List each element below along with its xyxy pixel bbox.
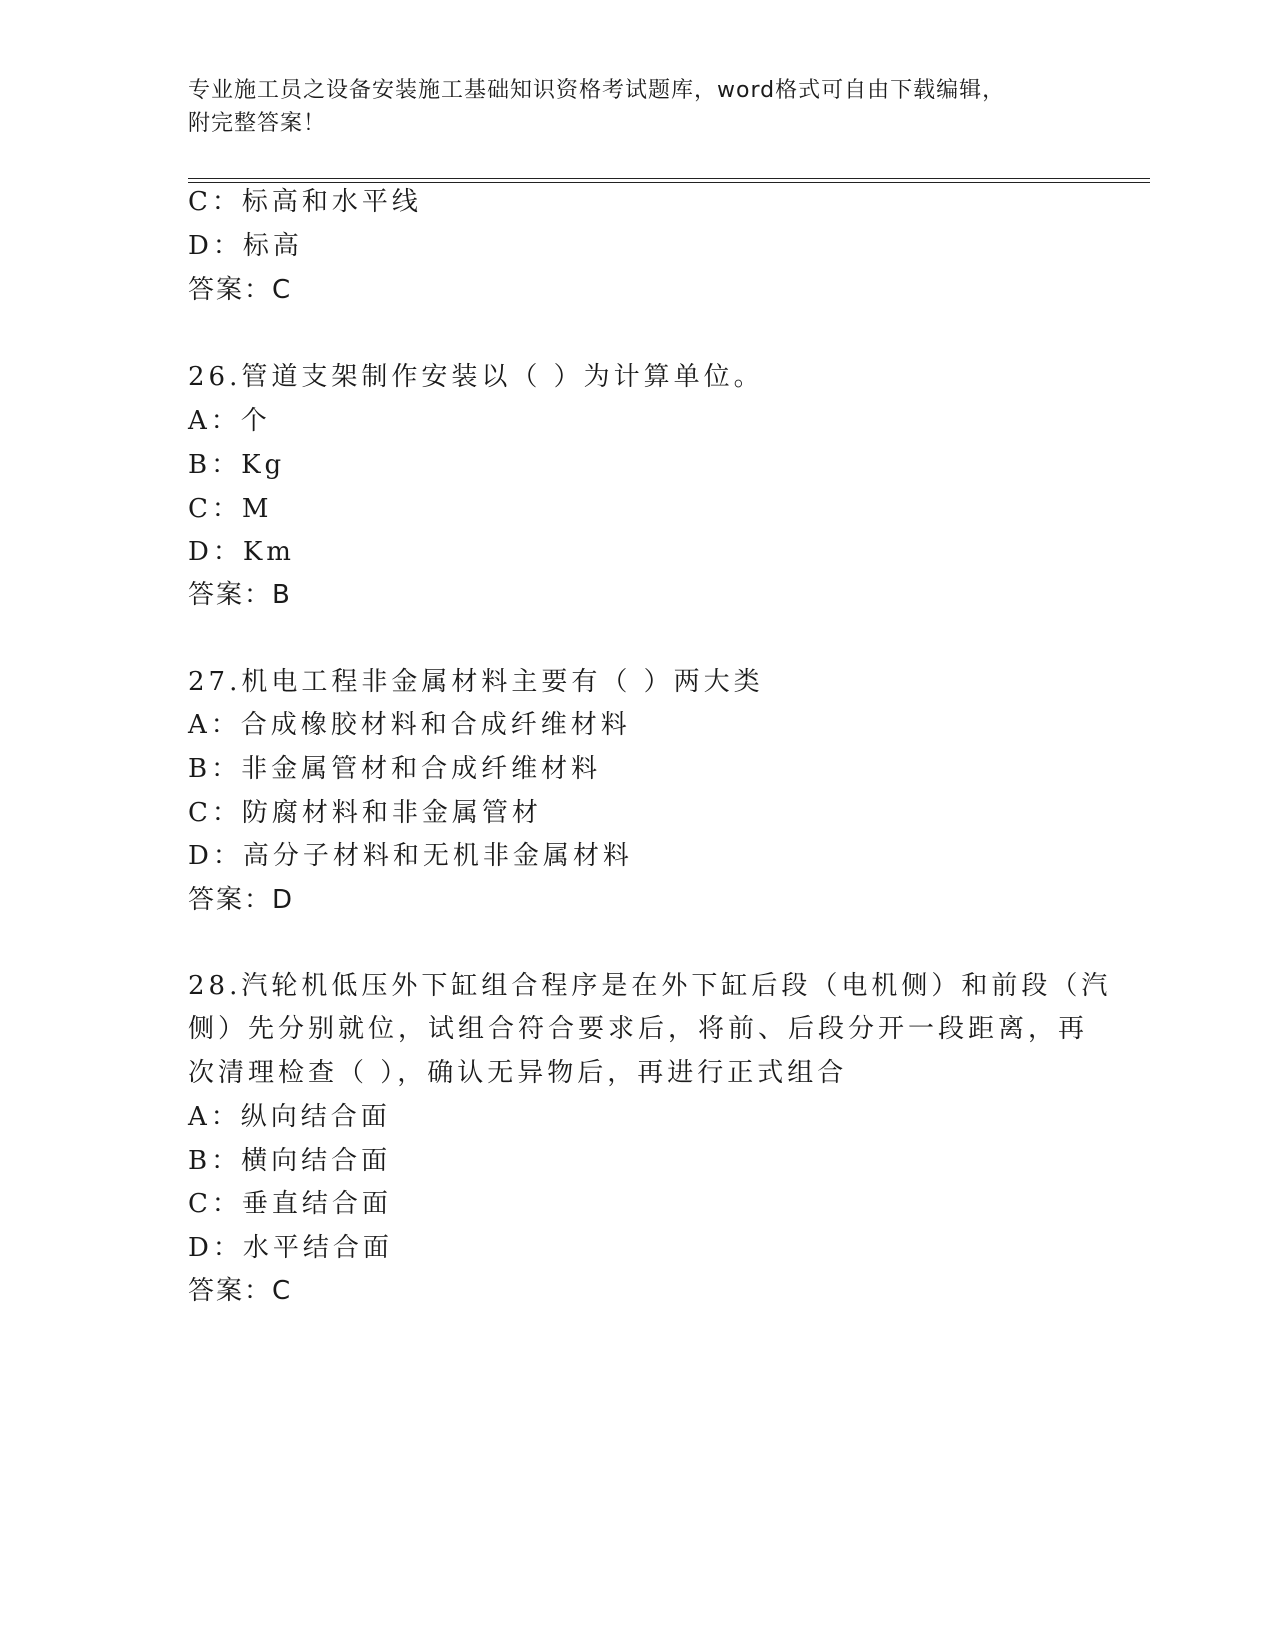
question-26-option-a: A：个 <box>188 406 271 436</box>
option-d: D：标高 <box>188 231 303 261</box>
question-26-answer: 答案：B <box>188 580 292 610</box>
question-26-option-c: C：M <box>188 494 273 524</box>
question-27-option-a: A：合成橡胶材料和合成纤维材料 <box>188 710 631 740</box>
question-27-option-b: B：非金属管材和合成纤维材料 <box>188 754 602 784</box>
question-27-option-c: C：防腐材料和非金属管材 <box>188 798 542 828</box>
question-28-text-line-3: 次清理检查（ ），确认无异物后，再进行正式组合 <box>188 1058 848 1088</box>
question-28-option-d: D：水平结合面 <box>188 1233 393 1263</box>
question-27-option-d: D：高分子材料和无机非金属材料 <box>188 841 633 871</box>
question-28-option-c: C：垂直结合面 <box>188 1189 392 1219</box>
document-page <box>188 0 1150 1650</box>
header-divider <box>188 178 1150 183</box>
question-28-text-line-1: 28.汽轮机低压外下缸组合程序是在外下缸后段（电机侧）和前段（汽 <box>188 971 1112 1001</box>
question-26-text: 26.管道支架制作安装以（ ）为计算单位。 <box>188 362 764 392</box>
question-28-answer: 答案：C <box>188 1276 293 1306</box>
header-title-line-1: 专业施工员之设备安装施工基础知识资格考试题库，word格式可自由下载编辑， <box>188 78 1006 103</box>
question-27-answer: 答案：D <box>188 885 295 915</box>
question-27-text: 27.机电工程非金属材料主要有（ ）两大类 <box>188 667 764 697</box>
question-26-option-b: B：Kg <box>188 450 286 480</box>
document-header <box>188 74 1068 140</box>
answer-line: 答案：C <box>188 275 293 305</box>
question-28-text-line-2: 侧）先分别就位，试组合符合要求后，将前、后段分开一段距离，再 <box>188 1014 1089 1044</box>
header-title-line-2: 附完整答案！ <box>188 111 327 136</box>
option-c: C：标高和水平线 <box>188 187 422 217</box>
question-26-option-d: D：Km <box>188 537 295 567</box>
question-28-option-b: B：横向结合面 <box>188 1146 392 1176</box>
question-28-option-a: A：纵向结合面 <box>188 1102 391 1132</box>
